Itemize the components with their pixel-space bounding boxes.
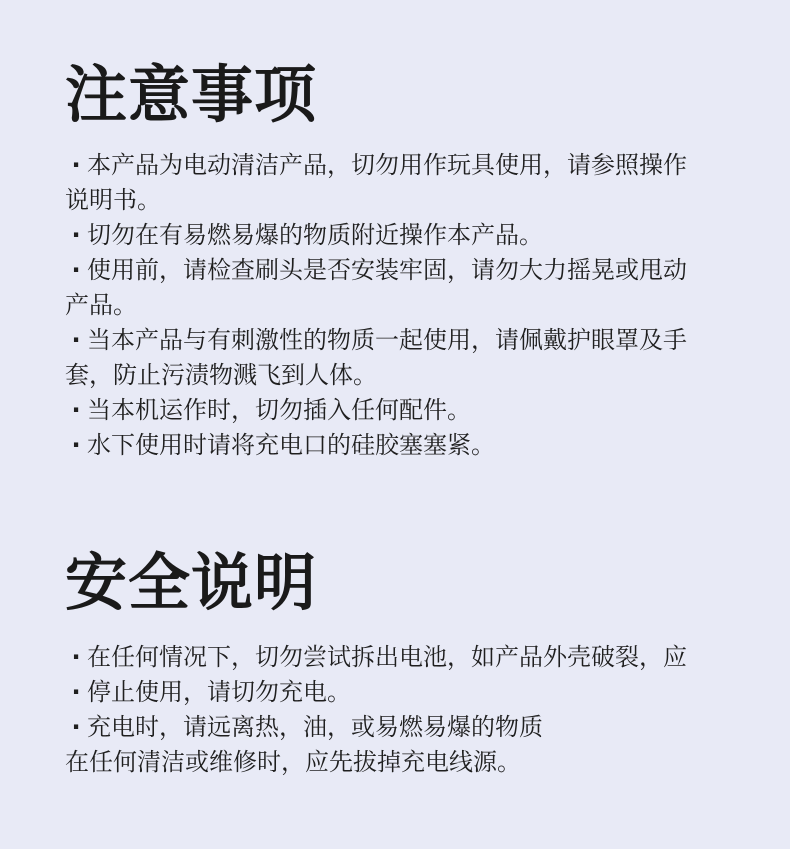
list-item [65,148,750,183]
list-item-text: 当本机运作时，切勿插入任何配件。 [87,396,471,424]
list-item [65,675,750,710]
list-item-text: 当本产品与有刺激性的物质一起使用，请佩戴护眼罩及手 [87,326,687,354]
list-item-continuation [65,288,750,323]
bullet-icon: · [71,221,81,249]
safety-heading: 安全说明 [65,546,318,619]
notice-list [65,148,750,463]
list-item [65,323,750,358]
list-item-text: 套，防止污渍物溅飞到人体。 [65,361,377,389]
list-item [65,253,750,288]
notice-heading: 注意事项 [65,58,318,131]
list-item-text: 产品。 [65,291,137,319]
bullet-icon: · [71,326,81,354]
bullet-icon: · [71,678,81,706]
safety-list [65,640,750,780]
list-item [65,710,750,745]
bullet-icon: · [71,643,81,671]
safety-section [65,544,750,796]
list-item-text: 使用前，请检查刷头是否安装牢固，请勿大力摇晃或甩动 [87,256,687,284]
list-item-text: 充电时，请远离热，油，或易燃易爆的物质 [87,713,543,741]
list-item [65,218,750,253]
bullet-icon: · [71,256,81,284]
list-item [65,393,750,428]
list-item-text: 在任何清洁或维修时，应先拔掉充电线源。 [65,748,521,776]
list-item-continuation [65,745,750,780]
list-item-text: 在任何情况下，切勿尝试拆出电池，如产品外壳破裂，应 [87,643,687,671]
bullet-icon: · [71,151,81,179]
list-item-text: 说明书。 [65,186,161,214]
list-item-text: 本产品为电动清洁产品，切勿用作玩具使用，请参照操作 [87,151,687,179]
list-item-continuation [65,358,750,393]
list-item [65,640,750,675]
list-item-text: 水下使用时请将充电口的硅胶塞塞紧。 [87,431,495,459]
list-item [65,428,750,463]
notice-section [65,56,750,479]
bullet-icon: · [71,713,81,741]
list-item-continuation [65,183,750,218]
list-item-text: 停止使用，请切勿充电。 [87,678,351,706]
bullet-icon: · [71,431,81,459]
list-item-text: 切勿在有易燃易爆的物质附近操作本产品。 [87,221,543,249]
bullet-icon: · [71,396,81,424]
